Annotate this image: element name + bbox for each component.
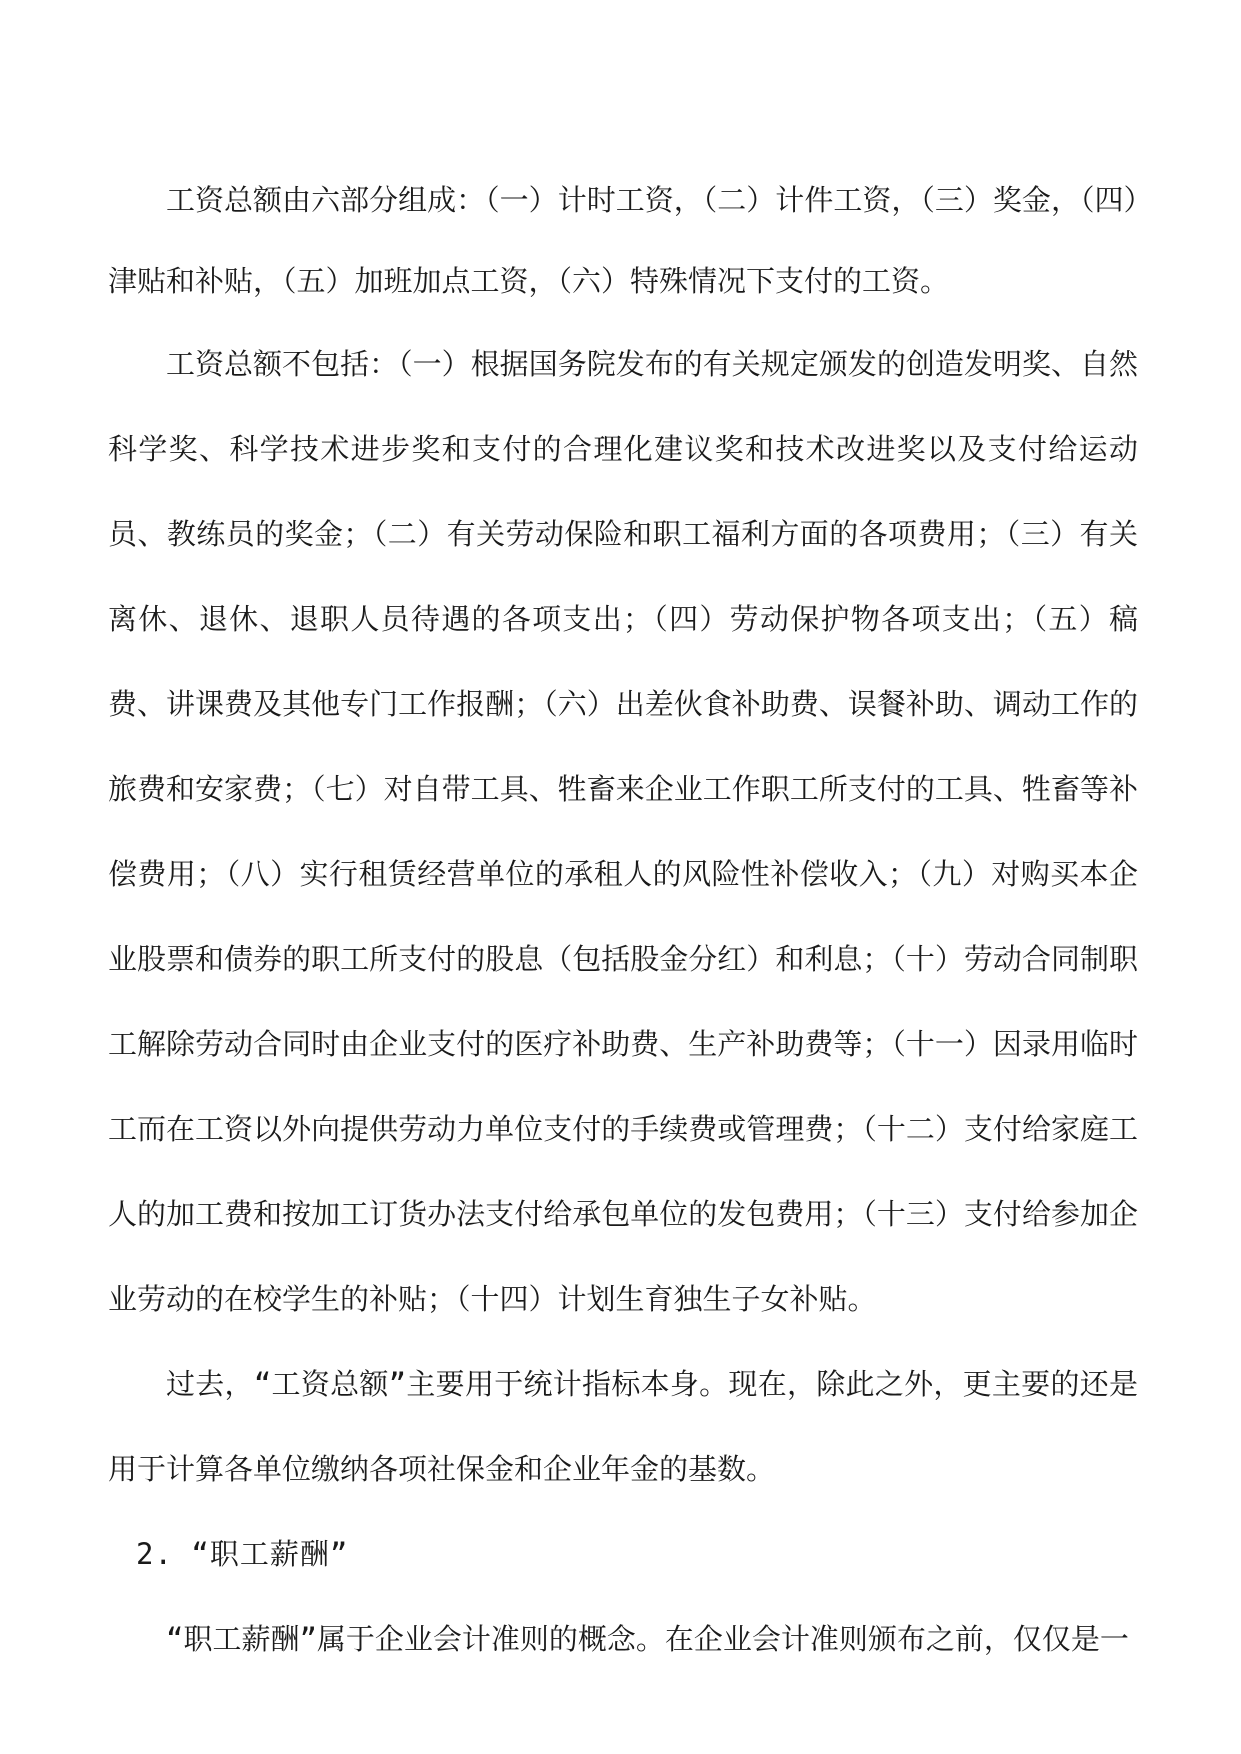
paragraph-wage-usage: 过去，“工资总额”主要用于统计指标本身。现在，除此之外，更主要的还是用于计算各单位缴纳各项社保金和企业年金的基数。 xyxy=(108,1367,1138,1486)
document-page xyxy=(108,160,1138,1682)
paragraph-wage-exclusions: 工资总额不包括：（一）根据国务院发布的有关规定颁发的创造发明奖、自然科学奖、科学技术进步奖和支付的合理化建议奖和技术改进奖以及支付给运动员、教练员的奖金；（二）有关劳动保险和职工福利方面的各项费用；（三）有关离休、退休、退职人员待遇的各项支出；（四）劳动保护物各项支出；（五）稿费、讲课费及其他专门工作报酬；（六）出差伙食补助费、误餐补助、调动工作的旅费和安家费；（七）对自带工具、牲畜来企业工作职工所支付的工具、牲畜等补偿费用；（八）实行租赁经营单位的承租人的风险性补偿收入；（九）对购买本企业股票和债券的职工所支付的股息（包括股金分红）和利息；（十）劳动合同制职工解除劳动合同时由企业支付的医疗补助费、生产补助费等；（十一）因录用临时工而在工资以外向提供劳动力单位支付的手续费或管理费；（十二）支付给家庭工人的加工费和按加工订货办法支付给承包单位的发包费用；（十三）支付给参加企业劳动的在校学生的补贴；（十四）计划生育独生子女补贴。 xyxy=(108,347,1138,1316)
paragraph-employee-compensation: “职工薪酬”属于企业会计准则的概念。在企业会计准则颁布之前，仅仅是一 xyxy=(166,1622,1129,1656)
paragraph-wage-components: 工资总额由六部分组成：（一）计时工资，（二）计件工资，（三）奖金，（四）津贴和补贴，（五）加班加点工资，（六）特殊情况下支付的工资。 xyxy=(108,183,1138,298)
section-heading-employee-compensation: 2. “职工薪酬” xyxy=(136,1537,349,1571)
